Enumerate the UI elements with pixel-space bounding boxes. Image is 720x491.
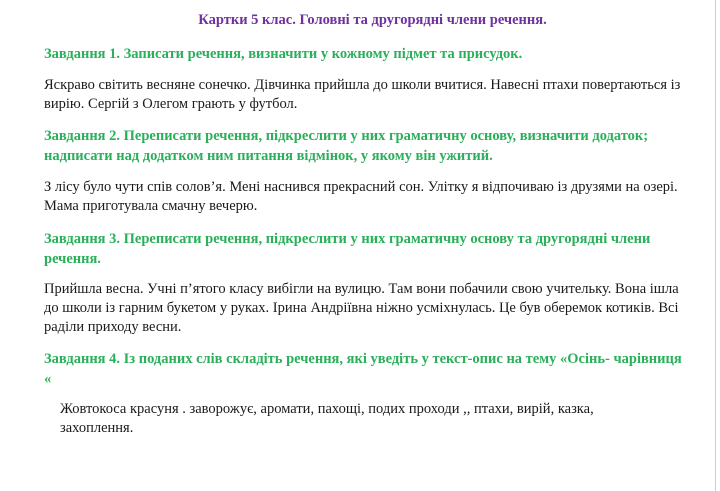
task-2-text-line: Мама приготувала смачну вечерю.: [44, 198, 258, 214]
task-1-heading: [44, 44, 704, 64]
task-2-heading: [44, 126, 704, 166]
task-2-heading-line: надписати над додатком ним питання відмінок, у якому він ужитий.: [44, 148, 493, 164]
task-2-heading-line: Завдання 2. Переписати речення, підкреслити у них граматичну основу, визначити додаток;: [44, 128, 649, 144]
task-3-text: [44, 280, 704, 337]
task-1-text-line: вирію. Сергій з Олегом грають у футбол.: [44, 96, 298, 112]
task-4-heading: [44, 349, 704, 389]
task-4-text: [60, 400, 660, 438]
task-3-text-line: раділи приходу весни.: [44, 319, 182, 335]
task-4-text-line: захоплення.: [60, 420, 134, 436]
task-3-heading-line: речення.: [44, 251, 101, 267]
task-4-text-line: Жовтокоса красуня . заворожує, аромати, пахощі, подих проходи ,, птахи, вирій, казка,: [60, 401, 594, 417]
task-3-heading-line: Завдання 3. Переписати речення, підкреслити у них граматичну основу та другорядні члени: [44, 231, 651, 247]
task-4-heading-line: «: [44, 371, 52, 387]
task-1-text: [44, 76, 704, 114]
task-3-heading: [44, 229, 704, 269]
task-3-text-line: до школи із гарним букетом у руках. Ірина Андріївна ніжно усміхнулась. Це був оберемок котиків. Всі: [44, 300, 679, 316]
task-2-text: [44, 178, 704, 216]
task-3-text-line: Прийшла весна. Учні п’ятого класу вибігли на вулицю. Там вони побачили свою учительку. Вона ішла: [44, 281, 679, 297]
task-1-heading-line: Завдання 1. Записати речення, визначити у кожному підмет та присудок.: [44, 46, 523, 62]
task-4-heading-line: Завдання 4. Із поданих слів складіть речення, які уведіть у текст-опис на тему «Осінь- чарівниця: [44, 351, 682, 367]
page-border: [715, 0, 716, 491]
task-1-text-line: Яскраво світить весняне сонечко. Дівчинка прийшла до школи вчитися. Навесні птахи повертаються із: [44, 77, 681, 93]
page-title: Картки 5 клас. Головні та другорядні члени речення.: [198, 12, 547, 28]
task-2-text-line: З лісу було чути спів солов’я. Мені наснився прекрасний сон. Улітку я відпочиваю із друзями на озері.: [44, 179, 678, 195]
